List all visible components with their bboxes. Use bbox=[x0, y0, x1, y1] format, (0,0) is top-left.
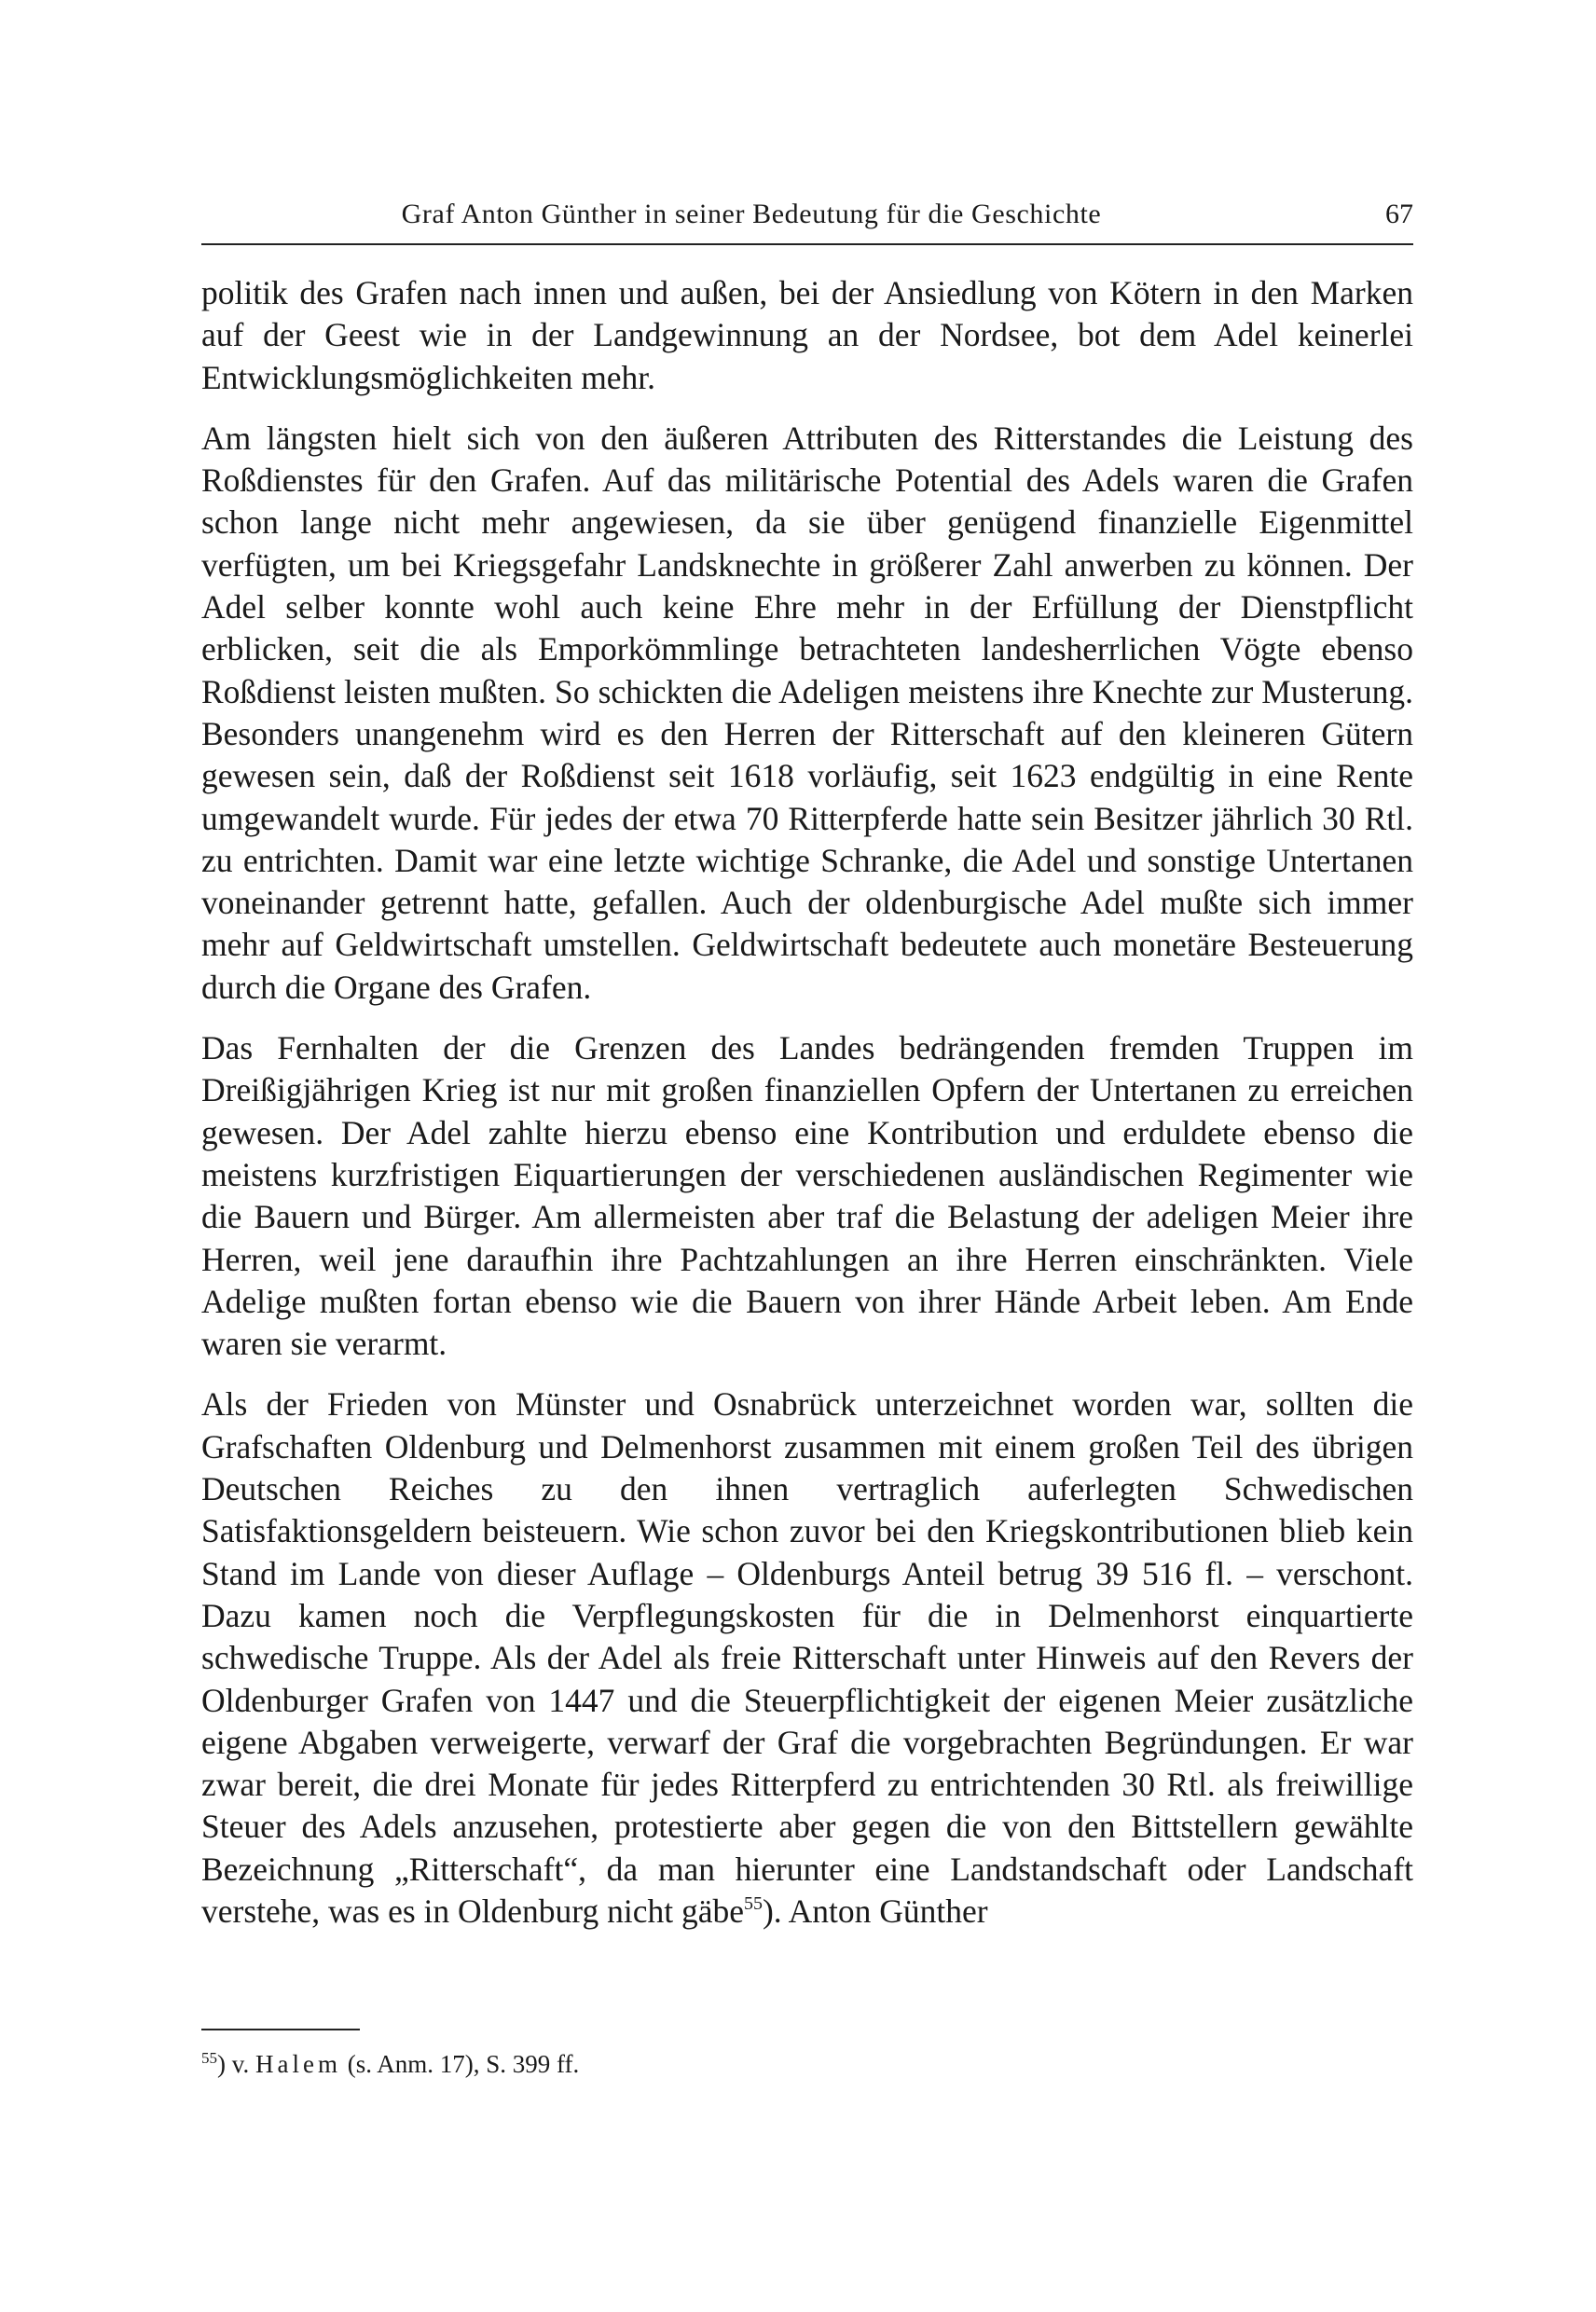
footnote bbox=[201, 2045, 1413, 2083]
paragraph-text: Als der Frieden von Münster und Osnabrück unterzeichnet worden war, sollten die Grafschaften Oldenburg und Delmenhorst zusammen mit einem großen Teil des übrigen Deutschen Reiches zu den ihnen vertraglich auferlegten Schwedischen Satisfaktionsgeldern beisteuern. Wie schon zuvor bei den Kriegskontributionen blieb kein Stand im Lande von dieser Auflage – Oldenburgs Anteil betrug 39 516 fl. – verschont. Dazu kamen noch die Verpflegungskosten für die in Delmenhorst einquartierte schwedische Truppe. Als der Adel als freie Ritterschaft unter Hinweis auf den Revers der Oldenburger Grafen von 1447 und die Steuerpflichtigkeit der eigenen Meier zusätzliche eigene Abgaben verweigerte, verwarf der Graf die vorgebrachten Begründungen. Er war zwar bereit, die drei Monate für jedes Ritterpferd zu entrichtenden 30 Rtl. als freiwillige Steuer des Adels anzusehen, protestierte aber gegen die von den Bittstellern gewählte Bezeichnung „Ritterschaft“, da man hierunter eine Landstandschaft oder Landschaft verstehe, was es in Oldenburg nicht gäbe bbox=[201, 1385, 1413, 1930]
page-number: 67 bbox=[1385, 199, 1413, 229]
body-paragraph bbox=[201, 418, 1413, 1009]
footnote-marker: 55 bbox=[201, 2049, 217, 2067]
footnote-rule bbox=[201, 2029, 360, 2030]
body-paragraph bbox=[201, 1027, 1413, 1365]
footnote-reference: (s. Anm. 17), S. 399 ff. bbox=[340, 2050, 580, 2078]
paragraph-text: Das Fernhalten der die Grenzen des Landes bedrängenden fremden Truppen im Dreißigjährigen Krieg ist nur mit großen finanziellen Opfern der Untertanen zu erreichen gewesen. Der Adel zahlte hierzu ebenso eine Kontribution und erduldete ebenso die meistens kurzfristigen Eiquartierungen der verschiedenen ausländischen Regimenter wie die Bauern und Bürger. Am allermeisten aber traf die Belastung der adeligen Meier ihre Herren, weil jene daraufhin ihre Pachtzahlungen an ihre Herren einschränkten. Viele Adelige mußten fortan ebenso wie die Bauern von ihrer Hände Arbeit leben. Am Ende waren sie verarmt. bbox=[201, 1029, 1413, 1363]
paragraph-text: politik des Grafen nach innen und außen, bei der Ansiedlung von Kötern in den Marken auf der Geest wie in der Landgewinnung an der Nordsee, bot dem Adel keinerlei Entwicklungsmöglichkeiten mehr. bbox=[201, 274, 1413, 396]
running-title: Graf Anton Günther in seiner Bedeutung für die Geschichte bbox=[401, 199, 1102, 229]
header-rule bbox=[201, 243, 1413, 245]
body-paragraph bbox=[201, 1383, 1413, 1933]
body-text bbox=[201, 272, 1413, 1951]
paragraph-text: Am längsten hielt sich von den äußeren Attributen des Ritterstandes die Leistung des Roßdienstes für den Grafen. Auf das militärische Potential des Adels waren die Grafen schon lange nicht mehr angewiesen, da sie über genügend finanzielle Eigenmittel verfügten, um bei Kriegsgefahr Landsknechte in größerer Zahl anwerben zu können. Der Adel selber konnte wohl auch keine Ehre mehr in der Erfüllung der Dienstpflicht erblicken, seit die als Emporkömmlinge betrachteten landesherrlichen Vögte ebenso Roßdienst leisten mußten. So schickten die Adeligen meistens ihre Knechte zur Musterung. Besonders unangenehm wird es den Herren der Ritterschaft auf den kleineren Gütern gewesen sein, daß der Roßdienst seit 1618 vorläufig, seit 1623 endgültig in eine Rente umgewandelt wurde. Für jedes der etwa 70 Ritterpferde hatte sein Besitzer jährlich 30 Rtl. zu entrichten. Damit war eine letzte wichtige Schranke, die Adel und sonstige Untertanen voneinander getrennt hatte, gefallen. Auch der oldenburgische Adel mußte sich immer mehr auf Geldwirtschaft umstellen. Geldwirtschaft bedeutete auch monetäre Besteuerung durch die Organe des Grafen. bbox=[201, 419, 1413, 1006]
running-head bbox=[201, 191, 1413, 238]
footnote-prefix: ) v. bbox=[217, 2050, 255, 2078]
footnote-reference-marker: 55 bbox=[743, 1892, 763, 1914]
footnote-author: Halem bbox=[255, 2050, 341, 2078]
body-paragraph bbox=[201, 272, 1413, 399]
paragraph-text: ). Anton Günther bbox=[762, 1892, 988, 1930]
